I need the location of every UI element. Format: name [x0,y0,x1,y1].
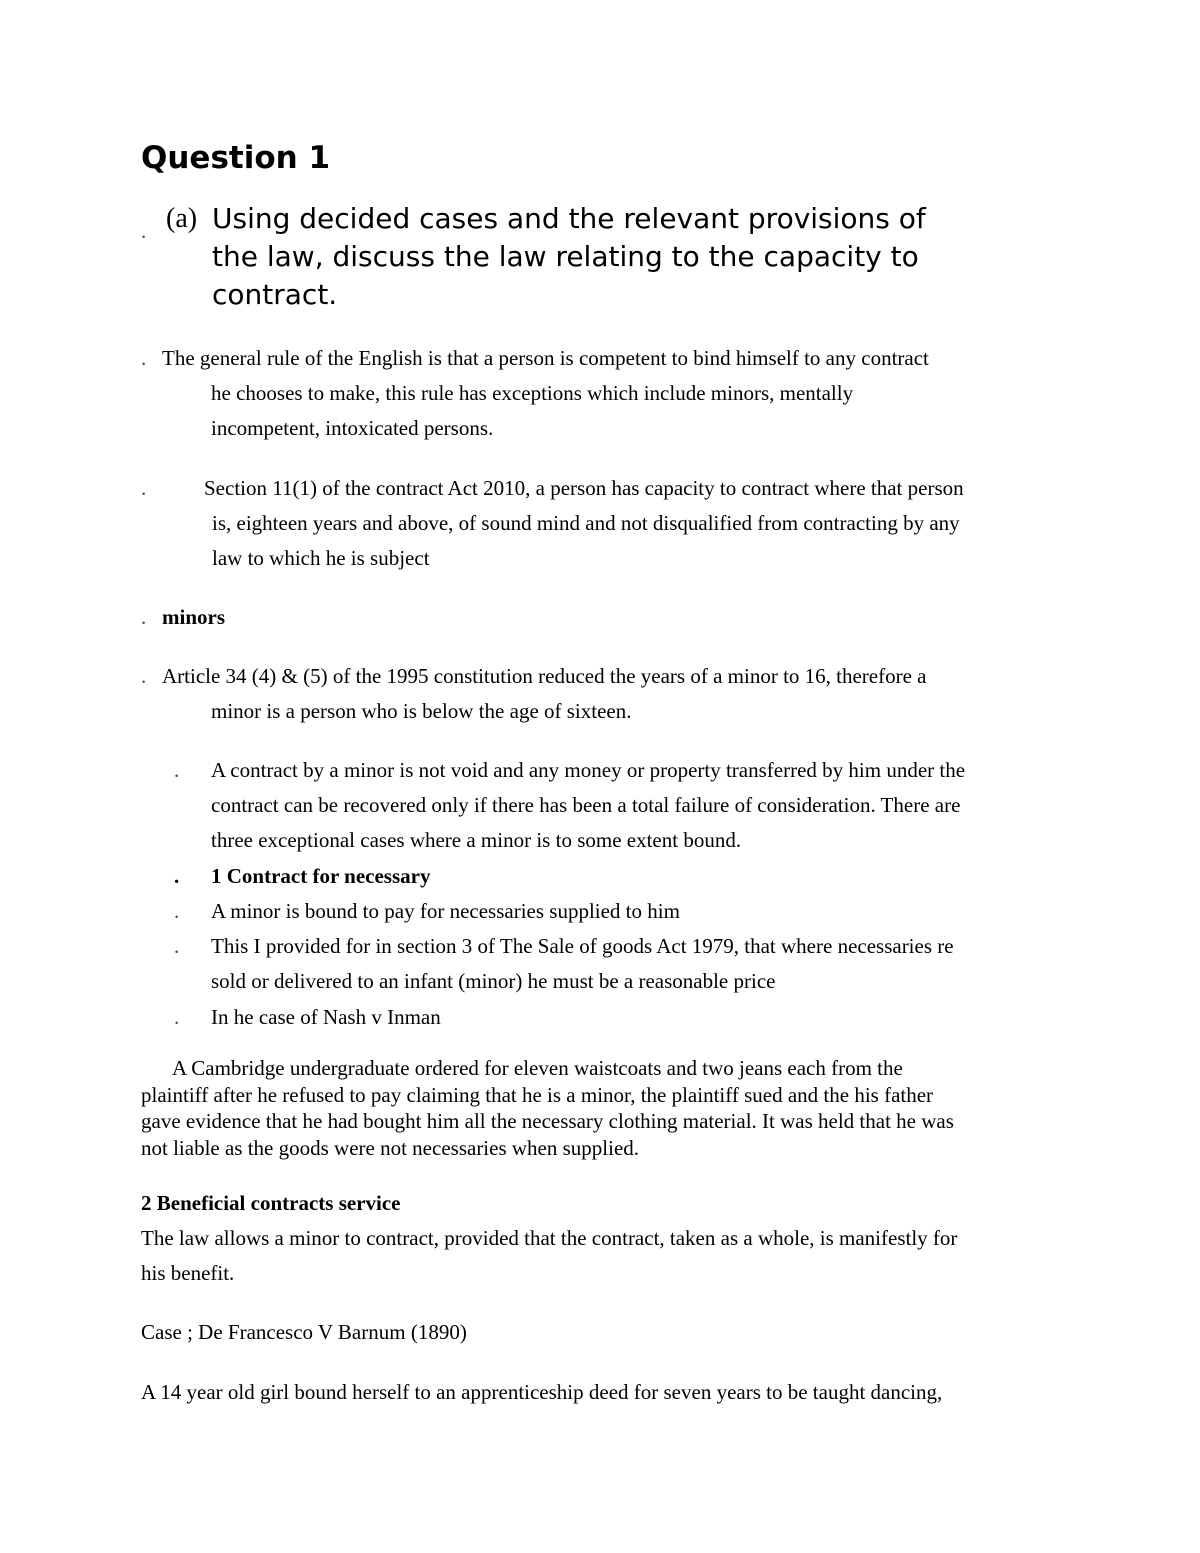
girl-text: A 14 year old girl bound herself to an apprenticeship deed for seven years to be taught dancing, [141,1380,943,1404]
page-title: Question 1 [141,140,331,176]
bullet: . [141,219,147,243]
text-line: his benefit. [141,1261,235,1285]
case-francesco-text: Case ; De Francesco V Barnum (1890) [141,1320,467,1344]
bullet: . [174,899,180,923]
text-line: This I provided for in section 3 of The Sale of goods Act 1979, that where necessaries re [211,934,954,958]
text-line: he chooses to make, this rule has exceptions which include minors, mentally [211,381,854,405]
text-line: Section 11(1) of the contract Act 2010, a person has capacity to contract where that person [204,476,964,500]
bullet: . [141,476,147,500]
text-line: is, eighteen years and above, of sound mind and not disqualified from contracting by any [212,511,960,535]
text-line: law to which he is subject [212,546,430,570]
contract-minor-paragraph [211,753,965,858]
cambridge-paragraph [141,1055,954,1161]
text-line: incompetent, intoxicated persons. [211,416,494,440]
question-line: Using decided cases and the relevant provisions of [212,202,926,235]
text-line: A Cambridge undergraduate ordered for eleven waistcoats and two jeans each from the [172,1056,903,1080]
section-11-paragraph [204,471,964,576]
bullet: . [174,864,180,888]
bullet: . [174,758,180,782]
question-text [212,200,926,314]
sale-of-goods-paragraph [211,929,954,999]
bound-to-pay-text: A minor is bound to pay for necessaries supplied to him [211,899,680,923]
necessary-heading: 1 Contract for necessary [211,864,431,888]
article-34-paragraph [162,659,927,729]
text-line: The law allows a minor to contract, provided that the contract, taken as a whole, is manifestly for [141,1226,958,1250]
nash-case-text: In he case of Nash v Inman [211,1005,441,1029]
general-rule-paragraph [162,341,929,446]
bullet: . [141,346,147,370]
question-marker: (a) [166,203,198,234]
question-line: the law, discuss the law relating to the capacity to [212,240,919,273]
text-line: A contract by a minor is not void and any money or property transferred by him under the [211,758,966,782]
bullet: . [141,605,147,629]
text-line: contract can be recovered only if there has been a total failure of consideration. There are [211,793,961,817]
text-line: The general rule of the English is that a person is competent to bind himself to any contract [162,346,929,370]
text-line: gave evidence that he had bought him all the necessary clothing material. It was held that he was [141,1109,954,1133]
beneficial-paragraph [141,1221,957,1291]
bullet: . [141,664,147,688]
text-line: minor is a person who is below the age of sixteen. [211,699,632,723]
bullet: . [174,934,180,958]
text-line: plaintiff after he refused to pay claiming that he is a minor, the plaintiff sued and the his father [141,1082,934,1107]
question-line: contract. [212,278,338,311]
minors-heading: minors [162,605,225,629]
bullet: . [174,1005,180,1029]
beneficial-heading: 2 Beneficial contracts service [141,1191,401,1215]
text-line: three exceptional cases where a minor is to some extent bound. [211,828,742,852]
text-line: Article 34 (4) & (5) of the 1995 constitution reduced the years of a minor to 16, therefore a [162,664,927,688]
text-line: not liable as the goods were not necessaries when supplied. [141,1135,640,1160]
text-line: sold or delivered to an infant (minor) he must be a reasonable price [211,969,776,993]
